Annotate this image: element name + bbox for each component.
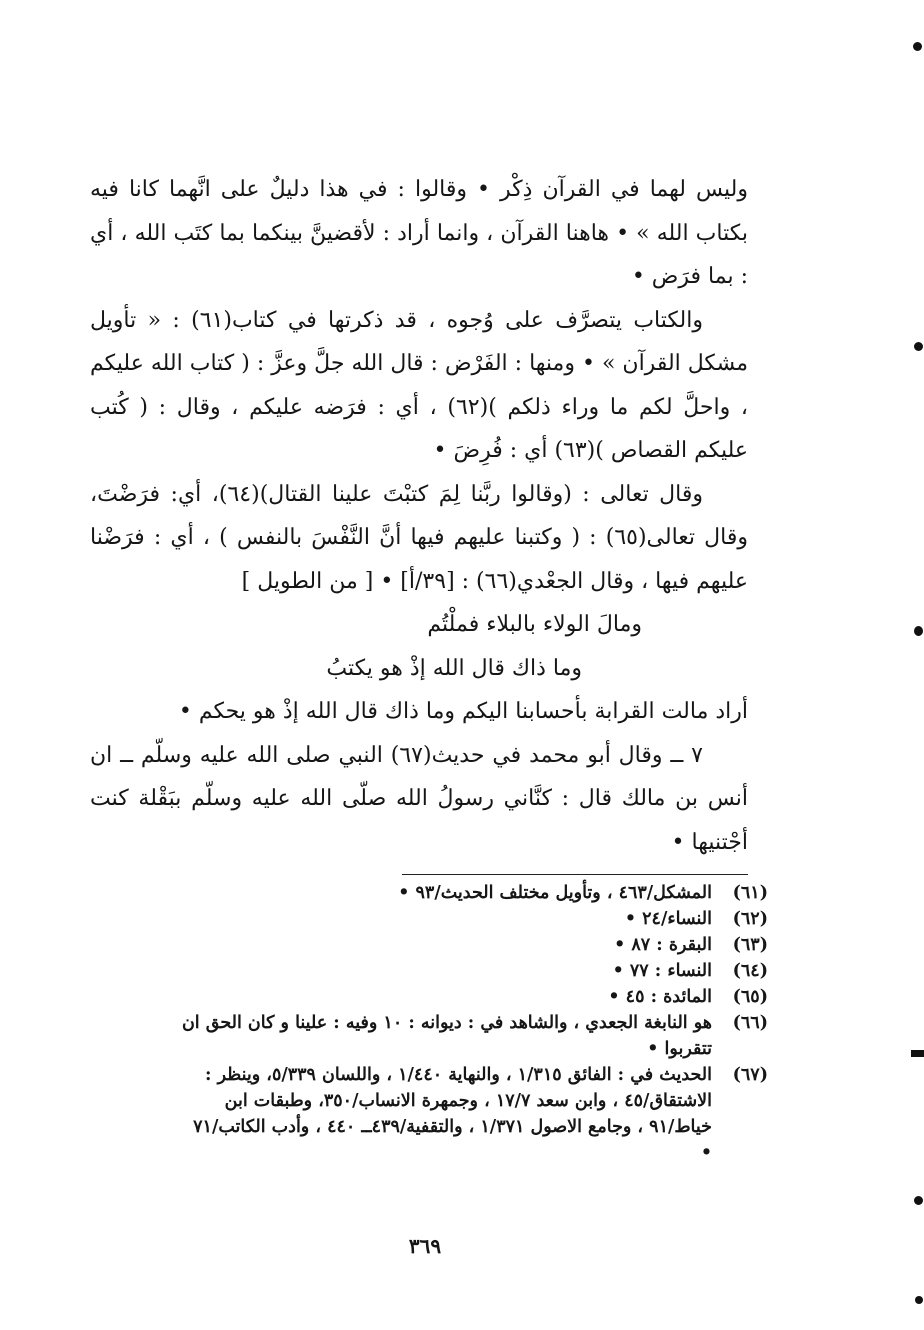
footnote-number: (٦١) <box>732 883 768 903</box>
footnotes <box>180 880 768 1166</box>
scan-mark <box>915 1296 923 1304</box>
footnote-text: البقرة : ٨٧ • <box>614 935 712 955</box>
footnote-text: الحديث في : الفائق ١/٣١٥ ، والنهاية ١/٤٤٠ ، واللسان ٥/٣٣٩، وينظر : الاشتقاق/٤٥ ، وابن سعد ١٧/٧ ، وجمهرة الانساب/٣٥٠، وطبقات ابن خياط/٩١ ، وجامع الاصول ١/٣٧١ ، والتقفية/٤٣٩ــ ٤٤٠ ، وأدب الكاتب/٧١ • <box>193 1065 712 1163</box>
footnote-text: هو النابغة الجعدي ، والشاهد في : ديوانه : ١٠ وفيه : علينا و كان الحق ان تتقربوا • <box>181 1013 712 1059</box>
paragraph-5: ٧ ــ وقال أبو محمد في حديث(٦٧) النبي صلى الله عليه وسلّم ــ ان أنس بن مالك قال : كنَّاني رسولُ الله صلّى الله عليه وسلّم ببَقْلة كنت أجْتنيها • <box>90 742 748 855</box>
footnote-number: (٦٥) <box>732 987 768 1007</box>
footnote-text: النساء : ٧٧ • <box>612 961 712 981</box>
verse-line-1 <box>90 603 748 647</box>
paragraph-2: والكتاب يتصرَّف على وُجوه ، قد ذكرتها في كتاب(٦١) : « تأويل مشكل القرآن » • ومنها : الفَرْض : قال الله جلَّ وعزَّ : ( كتاب الله عليكم ، واحلَّ لكم ما وراء ذلكم )(٦٢) ، أي : فرَضه عليكم ، وقال : ( كُتب عليكم القصاص )(٦٣) أي : فُرِضَ • <box>90 307 749 463</box>
scan-mark <box>911 1050 924 1057</box>
footnote-number: (٦٣) <box>732 935 768 955</box>
scan-mark <box>914 1196 923 1205</box>
paragraph-3: وقال تعالى : (وقالوا ربَّنا لِمَ كتبْتَ علينا القتال)(٦٤)، أي: فرَضْتَ، وقال تعالى(٦٥) : ( وكتبنا عليهم فيها أنَّ النَّفْسَ بالنفس ) ، أي : فرَضْنا عليهم فيها ، وقال الجعْدي(٦٦) : [٣٩/أ] • [ من الطويل ] <box>90 481 749 594</box>
footnote <box>180 958 768 984</box>
footnote <box>180 906 768 932</box>
scan-mark <box>914 626 923 636</box>
footnote-number: (٦٤) <box>732 961 768 981</box>
footnote <box>180 1010 768 1062</box>
footnote-number: (٦٢) <box>732 909 768 929</box>
footnote <box>180 880 768 906</box>
footnote-text: المائدة : ٤٥ • <box>608 987 712 1007</box>
scan-mark <box>913 42 922 51</box>
page-number: ٣٦٩ <box>408 1234 442 1258</box>
scan-mark <box>914 342 923 351</box>
footnote <box>180 932 768 958</box>
footnote <box>180 984 768 1010</box>
verse-hemistich-2: وما ذاك قال الله إذْ هو يكتبُ <box>326 655 582 681</box>
footnote-text: المشكل/٤٦٣ ، وتأويل مختلف الحديث/٩٣ • <box>398 883 712 903</box>
paragraph-4: أراد مالت القرابة بأحسابنا اليكم وما ذاك قال الله إذْ هو يحكم • <box>178 699 748 724</box>
footnote-number: (٦٦) <box>732 1013 768 1033</box>
paragraph-1: وليس لهما في القرآن ذِكْر • وقالوا : في هذا دليلٌ على انَّهما كانا فيه بكتاب الله » • هاهنا القرآن ، وانما أراد : لأقضينَّ بينكما بما كتَب الله ، أي : بما فرَض • <box>90 177 748 289</box>
footnote-text: النساء/٢٤ • <box>624 909 712 929</box>
footnote <box>180 1062 768 1166</box>
footnote-number: (٦٧) <box>732 1065 768 1085</box>
verse-line-2 <box>90 647 748 691</box>
footnote-separator <box>402 874 748 875</box>
verse-hemistich-1: ومالَ الولاء بالبلاء فملْتُم <box>427 612 642 637</box>
main-text <box>90 168 748 864</box>
